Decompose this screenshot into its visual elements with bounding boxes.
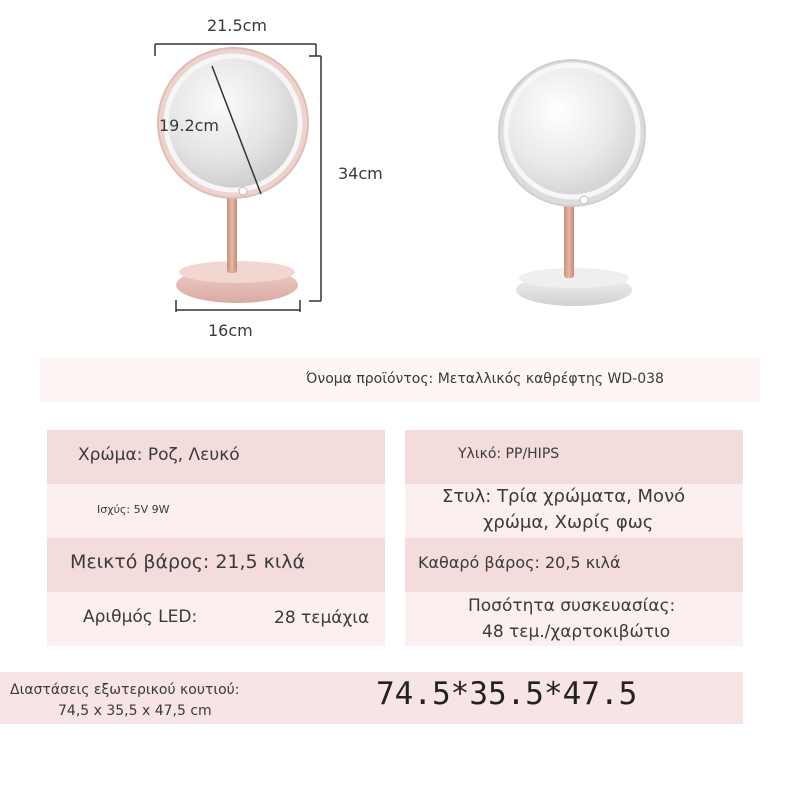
pink-mirror <box>158 48 308 303</box>
spec-style-line1: Στυλ: Τρία χρώματα, Μονό <box>442 486 686 507</box>
product-illustration <box>0 0 800 360</box>
spec-cell-material <box>405 430 743 484</box>
spec-power: Ισχύς: 5V 9W <box>97 503 170 516</box>
product-name: Όνομα προϊόντος: Μεταλλικός καθρέφτης WD-038 <box>306 371 664 387</box>
spec-packing-line1: Ποσότητα συσκευασίας: <box>468 596 676 616</box>
carton-label-line2: 74,5 x 35,5 x 47,5 cm <box>58 703 212 719</box>
spec-gross-weight: Μεικτό βάρος: 21,5 κιλά <box>70 551 306 573</box>
spec-material: Υλικό: PP/HIPS <box>458 446 560 462</box>
carton-label-line1: Διαστάσεις εξωτερικού κουτιού: <box>10 682 240 698</box>
spec-color: Χρώμα: Ροζ, Λευκό <box>78 445 240 465</box>
spec-packing-line2: 48 τεμ./χαρτοκιβώτιο <box>482 622 671 642</box>
spec-style-line2: χρώμα, Χωρίς φως <box>483 512 654 533</box>
carton-big-value: 74.5*35.5*47.5 <box>376 676 638 712</box>
base-label: 16cm <box>208 321 253 340</box>
spec-led-value: 28 τεμάχια <box>274 608 370 628</box>
white-mirror <box>499 60 645 306</box>
height-label: 34cm <box>338 164 383 183</box>
spec-led-label: Αριθμός LED: <box>83 607 198 627</box>
diameter-label: 19.2cm <box>159 116 220 135</box>
spec-net-weight: Καθαρό βάρος: 20,5 κιλά <box>418 553 621 572</box>
width-label: 21.5cm <box>207 16 268 35</box>
